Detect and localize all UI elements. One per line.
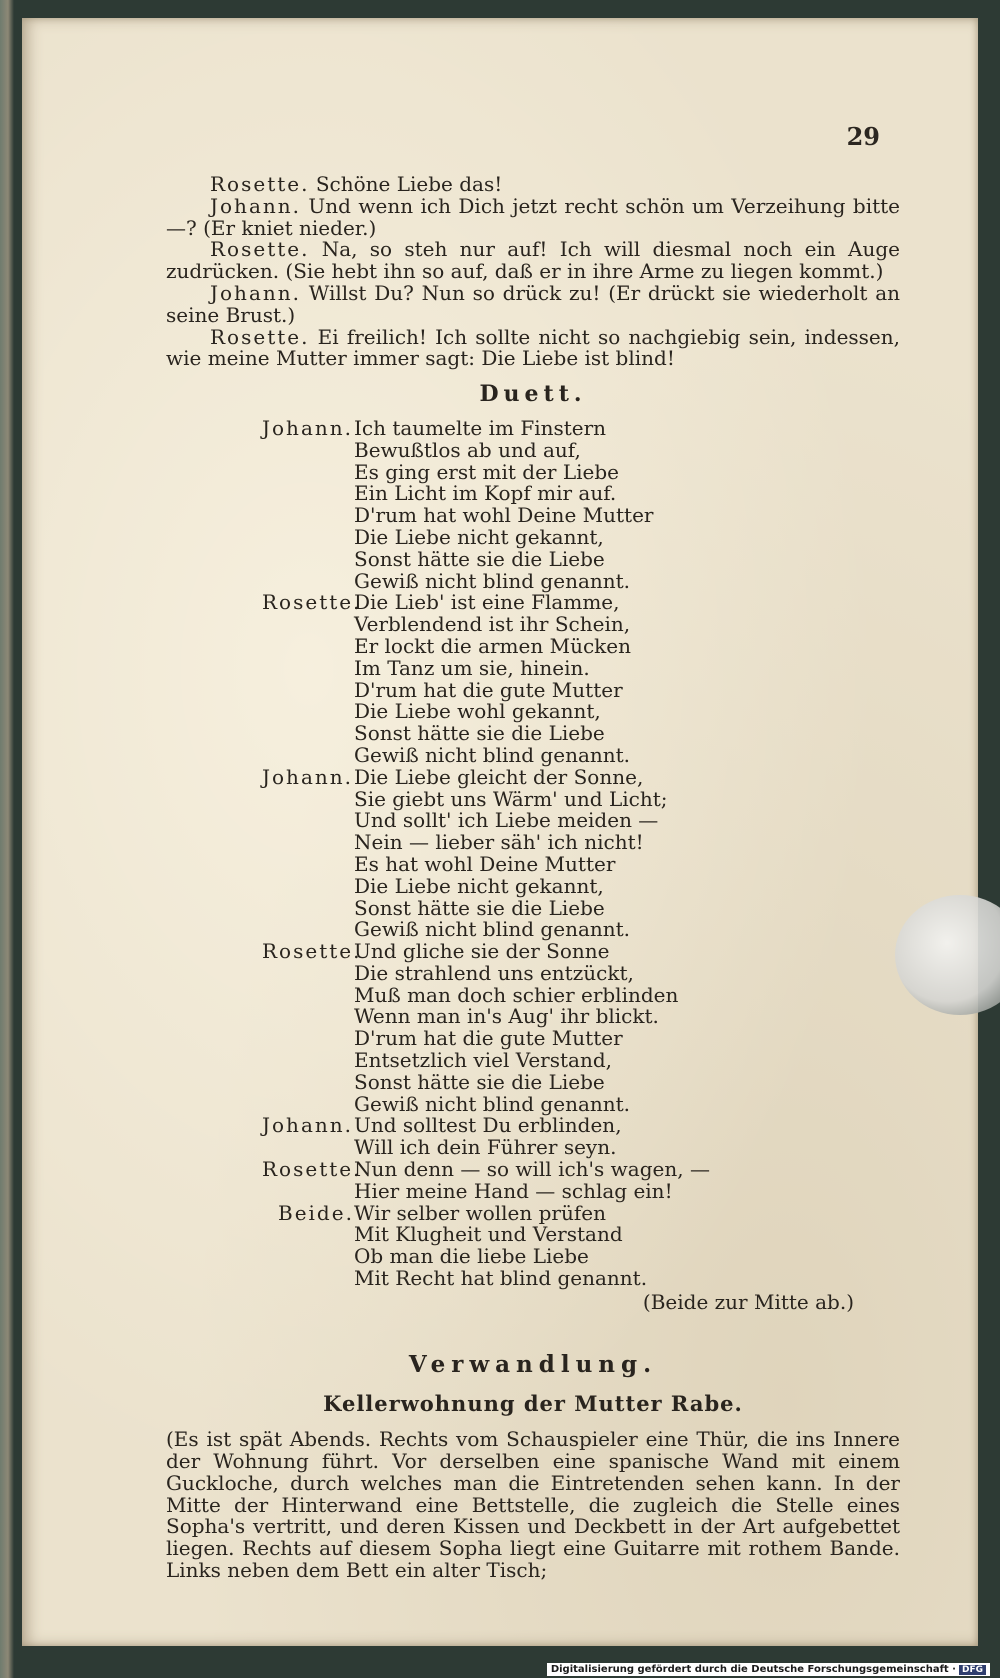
dialogue-text: Na, so steh nur auf! Ich will diesmal noch ein Auge zudrücken. (Sie hebt ihn so auf, daß er in ihre Arme zu liegen kommt.)	[166, 237, 900, 284]
duet-verse	[262, 941, 900, 1115]
duet-verse	[262, 592, 900, 766]
scene-change-heading: Verwandlung.	[408, 1350, 658, 1378]
duet-heading: Duett.	[479, 381, 587, 408]
page-number: 29	[846, 122, 880, 151]
speaker-name: Rosette.	[262, 590, 362, 615]
speaker-name: Johann.	[210, 280, 301, 305]
duet-verse	[262, 764, 900, 942]
verse-line: Die strahlend uns entzückt,	[354, 960, 634, 985]
duet-verse	[262, 1200, 900, 1291]
verse-line: Die Lieb' ist eine Flamme,	[354, 590, 620, 615]
verse-line: Nun denn — so will ich's wagen, —	[354, 1157, 710, 1182]
verse-line: Gewiß nicht blind genannt.	[354, 1091, 631, 1116]
verse-line: Er lockt die armen Mücken	[354, 633, 631, 658]
speaker-name: Rosette.	[262, 1157, 362, 1182]
duet-verse	[262, 415, 900, 593]
verse-line: Entsetzlich viel Verstand,	[354, 1048, 612, 1073]
verse-line: Und solltest Du erblinden,	[354, 1113, 622, 1138]
verse-line: Sonst hätte sie die Liebe	[354, 1069, 605, 1094]
dialogue-text: Schöne Liebe das!	[315, 172, 503, 196]
verse-line: Ein Licht im Kopf mir auf.	[354, 481, 617, 506]
verse-line: Gewiß nicht blind genannt.	[354, 917, 631, 942]
verse-line: Sonst hätte sie die Liebe	[354, 721, 605, 746]
verse-line: Verblendend ist ihr Schein,	[354, 612, 631, 637]
opening-dialogue	[166, 174, 900, 370]
verse-line: Sonst hätte sie die Liebe	[354, 895, 605, 920]
dialogue-text: Ei freilich! Ich sollte nicht so nachgiebig sein, indessen, wie meine Mutter immer sagt: Die Liebe ist blind!	[166, 324, 901, 371]
verse-line: Wir selber wollen prüfen	[354, 1200, 606, 1225]
dialogue-line	[166, 239, 900, 283]
verse-line: Nein — lieber säh' ich nicht!	[354, 830, 644, 855]
speaker-name: Johann.	[262, 764, 353, 789]
verse-line: Ob man die liebe Liebe	[354, 1244, 589, 1269]
verse-line: Im Tanz um sie, hinein.	[354, 655, 590, 680]
verse-line: Sonst hätte sie die Liebe	[354, 546, 605, 571]
verse-line: Ich taumelte im Finstern	[354, 415, 607, 440]
dialogue-line	[166, 324, 901, 371]
speaker-name: Rosette.	[262, 939, 362, 964]
page-text	[166, 174, 900, 1582]
verse-line: D'rum hat die gute Mutter	[354, 677, 623, 702]
dialogue-line	[166, 193, 900, 240]
speaker-name: Johann.	[262, 1113, 353, 1138]
verse-line: Gewiß nicht blind genannt.	[354, 568, 631, 593]
verse-line: Sie giebt uns Wärm' und Licht;	[354, 786, 668, 811]
verse-line: Und gliche sie der Sonne	[354, 939, 610, 964]
verse-line: D'rum hat wohl Deine Mutter	[354, 503, 654, 528]
speaker-name: Beide.	[278, 1200, 354, 1225]
stage-direction: (Es ist spät Abends. Rechts vom Schauspieler eine Thür, die ins Innere der Wohnung führt. Vor derselben eine spanische Wand mit einem Guckloche, durch welches man die Eintretenden sehen kann. In der Mitte der Hinterwand eine Bettstelle, die zugleich die Stelle eines Sopha's vertritt, und deren Kissen und Deckbett in der Art aufgebettet liegen. Rechts auf diesem Sopha liegt eine Guitarre mit rothem Bande. Links neben dem Bett ein alter Tisch;	[166, 1427, 900, 1583]
speaker-name: Johann.	[210, 193, 301, 218]
verse-line: Und sollt' ich Liebe meiden —	[354, 808, 659, 833]
verse-line: Muß man doch schier erblinden	[354, 982, 679, 1007]
verse-line: Es ging erst mit der Liebe	[354, 459, 619, 484]
book-page	[22, 18, 978, 1646]
duet-verse	[262, 1115, 900, 1159]
dialogue-text: Und wenn ich Dich jetzt recht schön um Verzeihung bitte —? (Er kniet nieder.)	[166, 193, 900, 240]
verse-line: Die Liebe gleicht der Sonne,	[354, 764, 644, 789]
verse-line: Gewiß nicht blind genannt.	[354, 742, 631, 767]
dialogue-text: Willst Du? Nun so drück zu! (Er drückt sie wiederholt an seine Brust.)	[166, 280, 901, 327]
duet-verse	[262, 1159, 900, 1203]
speaker-name: Rosette.	[210, 172, 310, 196]
duet-song	[262, 415, 900, 1291]
speaker-name: Rosette.	[210, 237, 310, 262]
verse-line: Wenn man in's Aug' ihr blickt.	[354, 1004, 659, 1029]
digitization-credit	[547, 1663, 990, 1676]
speaker-name: Rosette.	[210, 324, 310, 349]
verse-line: Mit Klugheit und Verstand	[354, 1222, 623, 1247]
verse-line: Mit Recht hat blind genannt.	[354, 1266, 648, 1291]
dfg-logo: DFG	[959, 1665, 986, 1675]
verse-line: Es hat wohl Deine Mutter	[354, 851, 616, 876]
exit-direction: (Beide zur Mitte ab.)	[642, 1289, 854, 1314]
dialogue-line	[166, 280, 901, 327]
verse-line: Die Liebe wohl gekannt,	[354, 699, 601, 724]
scene-location: Kellerwohnung der Mutter Rabe.	[323, 1391, 743, 1417]
verse-line: Bewußtlos ab und auf,	[354, 437, 581, 462]
speaker-name: Johann.	[262, 415, 353, 440]
verse-line: Hier meine Hand — schlag ein!	[354, 1178, 673, 1203]
credit-text: Digitalisierung gefördert durch die Deutsche Forschungsgemeinschaft ·	[550, 1664, 956, 1675]
dialogue-line	[166, 174, 900, 196]
verse-line: Die Liebe nicht gekannt,	[354, 873, 604, 898]
verse-line: D'rum hat die gute Mutter	[354, 1026, 623, 1051]
verse-line: Die Liebe nicht gekannt,	[354, 524, 604, 549]
verse-line: Will ich dein Führer seyn.	[354, 1135, 617, 1160]
